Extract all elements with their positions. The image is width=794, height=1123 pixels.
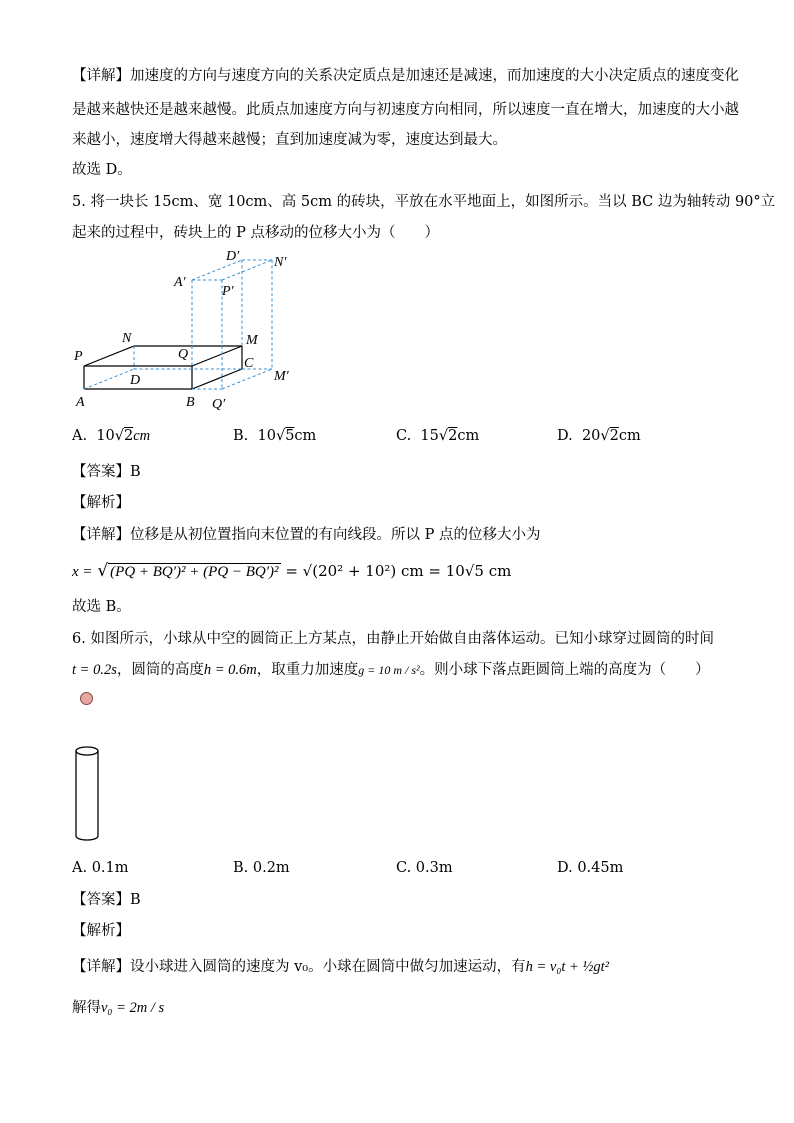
q5-stem-line2: 起来的过程中，砖块上的 P 点移动的位移大小为（ ） xyxy=(72,225,439,241)
label-a-prime: A′ xyxy=(174,275,186,290)
q6-option-d: D. 0.45m xyxy=(557,860,624,876)
q6-stem-line2: t = 0.2s，圆筒的高度h = 0.6m，取重力加速度g = 10 m / s²。则小球下落点距圆筒上端的高度为（ ） xyxy=(72,662,710,678)
label-q-prime: Q′ xyxy=(212,397,226,412)
label-b: B xyxy=(186,395,195,410)
q6-detail: 【详解】设小球进入圆筒的速度为 v₀。小球在圆筒中做匀加速运动，有h = v₀t + ½gt² xyxy=(72,959,609,975)
q5-option-d: D. 20√2cm xyxy=(557,428,641,444)
q5-formula: x = √ (PQ + BQ′)² + (PQ − BQ′)² = √(20² + 10²) cm = 10√5 cm xyxy=(72,561,512,581)
q6-answer: 【答案】B xyxy=(72,892,141,908)
q6-solve: 解得v₀ = 2m / s xyxy=(72,1000,165,1016)
q5-detail: 【详解】位移是从初位置指向末位置的有向线段。所以 P 点的位移大小为 xyxy=(72,527,541,543)
label-n: N xyxy=(122,331,132,346)
q6-stem-line1: 6. 如图所示，小球从中空的圆筒正上方某点，由静止开始做自由落体运动。已知小球穿过圆筒的时间 xyxy=(72,631,714,647)
q6-option-a: A. 0.1m xyxy=(72,860,129,876)
label-n-prime: N′ xyxy=(274,255,287,270)
q5-option-c: C. 15√2cm xyxy=(396,428,480,444)
label-p-prime: P′ xyxy=(222,284,234,299)
label-c: C xyxy=(244,356,254,371)
label-q: Q xyxy=(178,347,189,362)
q6-option-c: C. 0.3m xyxy=(396,860,453,876)
label-m: M xyxy=(246,333,258,348)
q6-option-b: B. 0.2m xyxy=(233,860,290,876)
q5-stem-line1: 5. 将一块长 15cm、宽 10cm、高 5cm 的砖块，平放在水平地面上，如图所示。当以 BC 边为轴转动 90°立 xyxy=(72,194,776,210)
q5-answer: 【答案】B xyxy=(72,464,141,480)
ball xyxy=(80,692,93,705)
q5-choice: 故选 B。 xyxy=(72,599,131,615)
hollow-cylinder xyxy=(70,742,104,846)
label-p: P xyxy=(74,349,83,364)
brick-rotation-figure xyxy=(70,248,310,414)
label-d: D xyxy=(130,373,141,388)
q4-detail-line2: 是越来越快还是越来越慢。此质点加速度方向与初速度方向相同，所以速度一直在增大，加速度的大小越 xyxy=(72,102,739,118)
q4-detail-line3: 来越小，速度增大得越来越慢；直到加速度减为零，速度达到最大。 xyxy=(72,132,507,148)
q4-detail-line1: 【详解】加速度的方向与速度方向的关系决定质点是加速还是减速，而加速度的大小决定质点的速度变化 xyxy=(72,68,739,84)
label-a: A xyxy=(76,395,85,410)
label-m-prime: M′ xyxy=(274,369,289,384)
q6-analysis-heading: 【解析】 xyxy=(72,923,130,939)
label-d-prime: D′ xyxy=(226,249,240,264)
q5-analysis-heading: 【解析】 xyxy=(72,495,130,511)
q5-option-a: A. 10√2cm xyxy=(72,428,151,444)
q5-option-b: B. 10√5cm xyxy=(233,428,317,444)
q4-choice: 故选 D。 xyxy=(72,162,132,178)
